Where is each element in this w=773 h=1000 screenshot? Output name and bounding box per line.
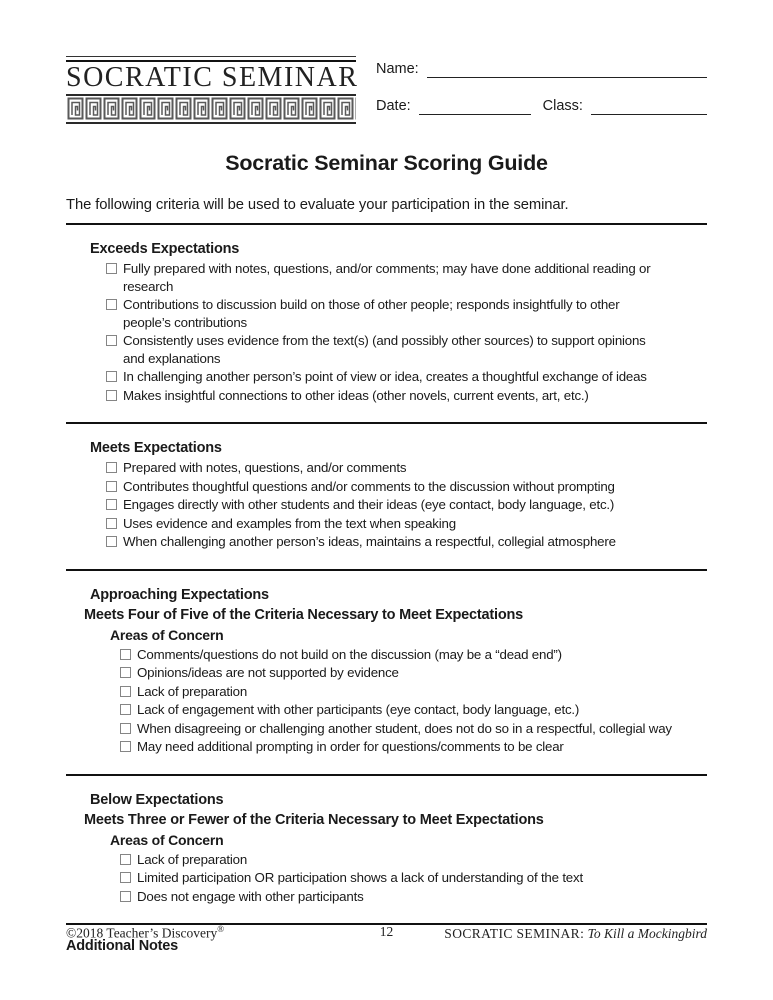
checklist-item-label: Lack of preparation	[137, 851, 248, 867]
checklist-item-label: When challenging another person’s ideas, maintains a respectful, collegial atmosphere	[123, 534, 616, 549]
checklist-item	[106, 260, 707, 295]
checkbox-icon[interactable]	[106, 536, 117, 547]
checkbox-icon[interactable]	[120, 854, 131, 865]
page-footer	[66, 924, 707, 942]
section-heading: Approaching Expectations	[90, 586, 269, 603]
checkbox-icon[interactable]	[120, 891, 131, 902]
name-input[interactable]	[427, 61, 707, 78]
page-header	[66, 56, 707, 124]
checklist-item	[120, 869, 707, 887]
checklist-item-label: Contributions to discussion build on those of other people; responds insightfully to other people’s contributions	[123, 297, 620, 330]
checklist-item	[120, 738, 707, 756]
checkbox-icon[interactable]	[120, 649, 131, 660]
checklist-item	[106, 478, 707, 496]
section-below-expectations	[66, 776, 707, 906]
copyright-text: ©2018 Teacher’s Discovery®	[66, 924, 225, 941]
checklist-item-label: Uses evidence and examples from the text when speaking	[123, 515, 456, 531]
checklist-item	[120, 720, 707, 738]
section-approaching-expectations	[66, 571, 707, 756]
checklist-item	[120, 888, 707, 906]
checklist-item	[106, 533, 707, 551]
checklist-item	[120, 664, 707, 682]
areas-of-concern-label: Areas of Concern	[110, 831, 224, 848]
checklist-item-label: Makes insightful connections to other ideas (other novels, current events, art, etc.)	[123, 387, 589, 403]
checklist-item-label: Prepared with notes, questions, and/or comments	[123, 460, 407, 475]
section-subheading: Meets Three or Fewer of the Criteria Necessary to Meet Expectations	[84, 811, 544, 828]
section-meets-expectations	[66, 424, 707, 551]
series-label: SOCRATIC SEMINAR:	[444, 925, 585, 941]
checkbox-icon[interactable]	[106, 462, 117, 473]
checklist-item-label: Engages directly with other students and their ideas (eye contact, body language, etc.)	[123, 497, 615, 512]
checkbox-icon[interactable]	[120, 686, 131, 697]
checklist	[106, 459, 707, 551]
checklist-item-label: Opinions/ideas are not supported by evidence	[137, 665, 399, 680]
greek-key-pattern-icon	[66, 94, 356, 124]
checkbox-icon[interactable]	[106, 390, 117, 401]
page-number: 12	[379, 924, 394, 939]
checklist-item	[106, 296, 707, 331]
section-heading: Exceeds Expectations	[90, 241, 240, 257]
checklist-item	[106, 459, 707, 477]
checkbox-icon[interactable]	[120, 704, 131, 715]
intro-text: The following criteria will be used to evaluate your participation in the seminar.	[66, 197, 707, 225]
checklist	[120, 851, 707, 906]
name-row	[376, 61, 707, 78]
checkbox-icon[interactable]	[106, 299, 117, 310]
checklist-item-label: Limited participation OR participation shows a lack of understanding of the text	[137, 870, 583, 885]
criteria-sections	[66, 225, 707, 905]
checklist-item-label: May need additional prompting in order for questions/comments to be clear	[137, 739, 564, 754]
checklist-item-label: In challenging another person’s point of view or idea, creates a thoughtful exchange of ideas	[123, 369, 647, 384]
additional-notes-heading: Additional Notes	[66, 938, 178, 954]
checklist-item-label: Lack of engagement with other participants (eye contact, body language, etc.)	[137, 702, 580, 717]
checkbox-icon[interactable]	[120, 872, 131, 883]
logo-title: SOCRATIC SEMINAR	[66, 62, 359, 93]
checklist-item-label: Comments/questions do not build on the discussion (may be a “dead end”)	[137, 646, 562, 662]
checklist-item	[106, 387, 707, 405]
checklist-item	[106, 496, 707, 514]
checklist-item	[120, 701, 707, 719]
checklist-item	[120, 646, 707, 664]
checkbox-icon[interactable]	[106, 481, 117, 492]
date-class-row	[376, 98, 707, 115]
name-label: Name:	[376, 61, 419, 77]
checklist-item-label: Consistently uses evidence from the text(s) (and possibly other sources) to support opinions and explanations	[123, 333, 646, 366]
checkbox-icon[interactable]	[106, 518, 117, 529]
checklist	[120, 646, 707, 756]
checklist-item-label: Lack of preparation	[137, 683, 248, 699]
registered-mark: ®	[217, 924, 225, 934]
section-heading: Below Expectations	[90, 791, 224, 808]
checkbox-icon[interactable]	[106, 263, 117, 274]
checkbox-icon[interactable]	[120, 723, 131, 734]
checklist-item-label: Does not engage with other participants	[137, 888, 364, 904]
book-title: To Kill a Mockingbird	[587, 925, 707, 941]
checkbox-icon[interactable]	[106, 335, 117, 346]
checkbox-icon[interactable]	[120, 667, 131, 678]
checklist-item	[120, 683, 707, 701]
checklist-item-label: When disagreeing or challenging another student, does not do so in a respectful, collegial way	[137, 720, 672, 736]
checkbox-icon[interactable]	[106, 371, 117, 382]
date-input[interactable]	[419, 98, 531, 115]
checklist-item	[106, 368, 707, 386]
areas-of-concern-label: Areas of Concern	[110, 626, 224, 643]
checklist	[106, 260, 707, 404]
date-label: Date:	[376, 98, 411, 114]
section-heading: Meets Expectations	[90, 440, 222, 456]
page-title: Socratic Seminar Scoring Guide	[225, 151, 548, 175]
checkbox-icon[interactable]	[106, 499, 117, 510]
checklist-item	[120, 851, 707, 869]
student-info-fields	[376, 56, 707, 115]
socratic-seminar-logo	[66, 56, 359, 124]
checklist-item	[106, 515, 707, 533]
checklist-item-label: Contributes thoughtful questions and/or comments to the discussion without prompting	[123, 478, 615, 494]
class-label: Class:	[542, 98, 583, 114]
class-input[interactable]	[591, 98, 707, 115]
section-exceeds-expectations	[66, 225, 707, 404]
checklist-item	[106, 332, 707, 367]
section-subheading: Meets Four of Five of the Criteria Necessary to Meet Expectations	[84, 606, 524, 623]
checkbox-icon[interactable]	[120, 741, 131, 752]
book-reference	[444, 926, 707, 942]
checklist-item-label: Fully prepared with notes, questions, and/or comments; may have done additional reading or research	[123, 261, 651, 294]
